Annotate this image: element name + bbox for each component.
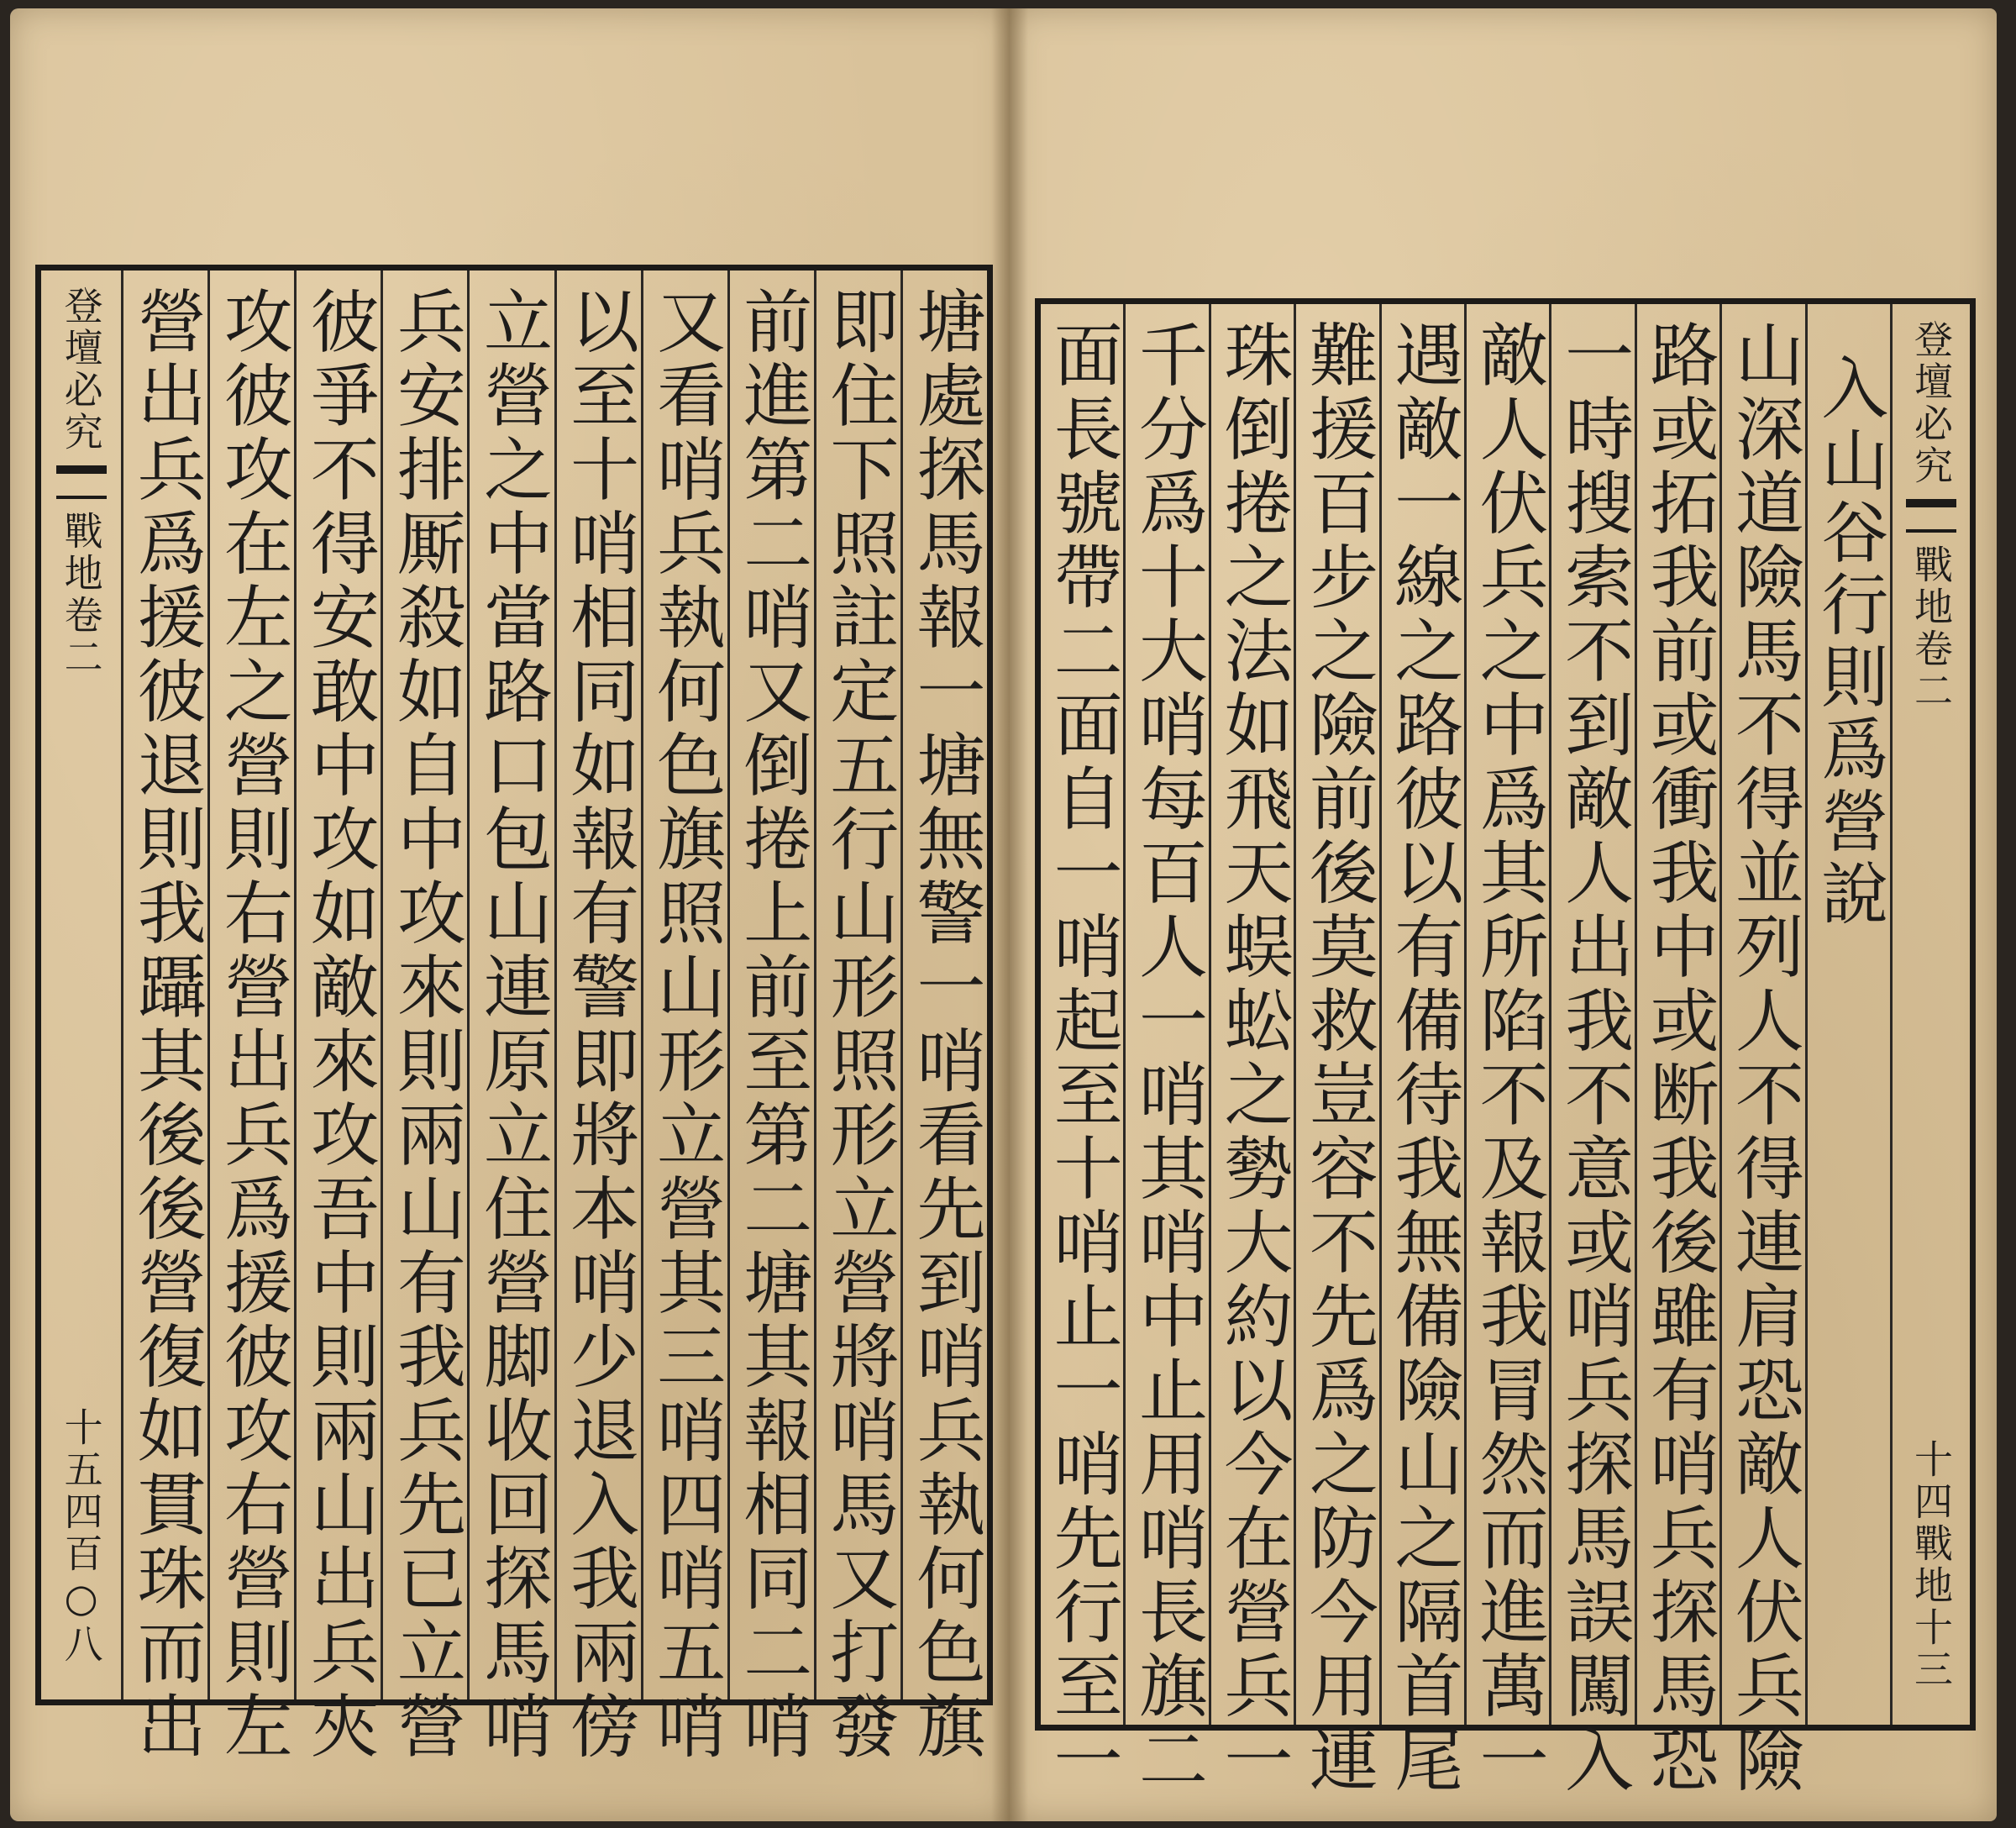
text-column	[207, 271, 294, 1764]
book-title: 登壇必究	[58, 286, 104, 454]
text-column	[1464, 304, 1549, 1798]
column-text: 彼爭不得安敢中攻如敵來攻吾中則兩山出兵夾	[299, 286, 380, 1764]
text-column	[381, 271, 467, 1764]
text-column	[294, 271, 381, 1764]
text-column	[1294, 304, 1378, 1798]
column-text: 山深道險馬不得並列人不得連肩恐敵人伏兵險	[1724, 319, 1804, 1798]
column-text: 營出兵爲援彼退則我躡其後後營復如貫珠而出	[126, 286, 207, 1764]
chapter-label: 戰地卷二	[1908, 544, 1954, 712]
column-text: 珠倒捲之法如飛天蜈蚣之勢大約以今在營兵一	[1212, 319, 1293, 1798]
text-column	[467, 271, 554, 1764]
column-text: 即住下照註定五行山形照形立營將哨馬又打發	[818, 286, 899, 1764]
text-column	[727, 271, 814, 1764]
column-text: 面長號帶二面自一哨起至十哨止一哨先行至一	[1042, 319, 1123, 1798]
column-text: 又看哨兵執何色旗照山形立營其三哨四哨五哨	[645, 286, 726, 1764]
text-column	[1209, 304, 1294, 1798]
column-text: 塘處探馬報一塘無警一哨看先到哨兵執何色旗	[905, 286, 985, 1764]
book-gutter	[991, 8, 1028, 1821]
right-margin-column	[1890, 304, 1970, 1725]
text-column	[554, 271, 641, 1764]
chapter-label: 戰地卷二	[58, 511, 104, 679]
running-page-number: 四百○八	[58, 1491, 104, 1666]
book-title: 登壇必究	[1908, 319, 1954, 487]
column-text: 兵安排厮殺如自中攻來則兩山有我兵先已立營	[386, 286, 466, 1764]
text-column	[1549, 304, 1634, 1798]
leaf-number: 十四	[1908, 1439, 1954, 1523]
text-column	[1041, 304, 1123, 1798]
column-text: 難援百步之險前後莫救豈容不先爲之防今用連	[1298, 319, 1378, 1798]
column-text: 千分爲十大哨每百人一哨其哨中止用哨長旗二	[1127, 319, 1208, 1798]
column-text: 攻彼攻在左之營則右營出兵爲援彼攻右營則左	[213, 286, 293, 1764]
text-column	[1123, 304, 1208, 1798]
column-text: 一時搜索不到敵人出我不意或哨兵探馬誤闖入	[1553, 319, 1634, 1798]
text-column	[641, 271, 727, 1764]
text-column	[814, 271, 900, 1764]
column-text: 立營之中當路口包山連原立住營脚收回探馬哨	[472, 286, 553, 1764]
text-column	[900, 271, 987, 1764]
text-column	[121, 271, 207, 1764]
column-text: 前進第二哨又倒捲上前至第二塘其報相同二哨	[732, 286, 812, 1764]
section-title: 入山谷行則爲營說	[1809, 353, 1888, 931]
right-text-frame	[1035, 298, 1976, 1798]
text-column	[1635, 304, 1719, 1798]
text-column	[1379, 304, 1464, 1798]
column-text: 遇敵一線之路彼以有備待我無備險山之隔首尾	[1383, 319, 1463, 1798]
running-page-number: 戰地十三	[1908, 1523, 1954, 1691]
leaf-number: 十五	[58, 1407, 104, 1491]
column-text: 路或拓我前或衝我中或断我後雖有哨兵探馬恐	[1638, 319, 1719, 1798]
column-text: 敵人伏兵之中爲其所陷不及報我冐然而進萬一	[1468, 319, 1549, 1798]
left-margin-column	[41, 271, 121, 1699]
column-text: 以至十哨相同如報有警即將本哨少退入我兩傍	[559, 286, 639, 1764]
fishtail-mark	[1906, 499, 1956, 533]
text-column	[1719, 304, 1804, 1798]
section-title-column	[1805, 304, 1890, 1725]
left-text-frame	[35, 265, 993, 1764]
fishtail-mark	[56, 465, 107, 499]
